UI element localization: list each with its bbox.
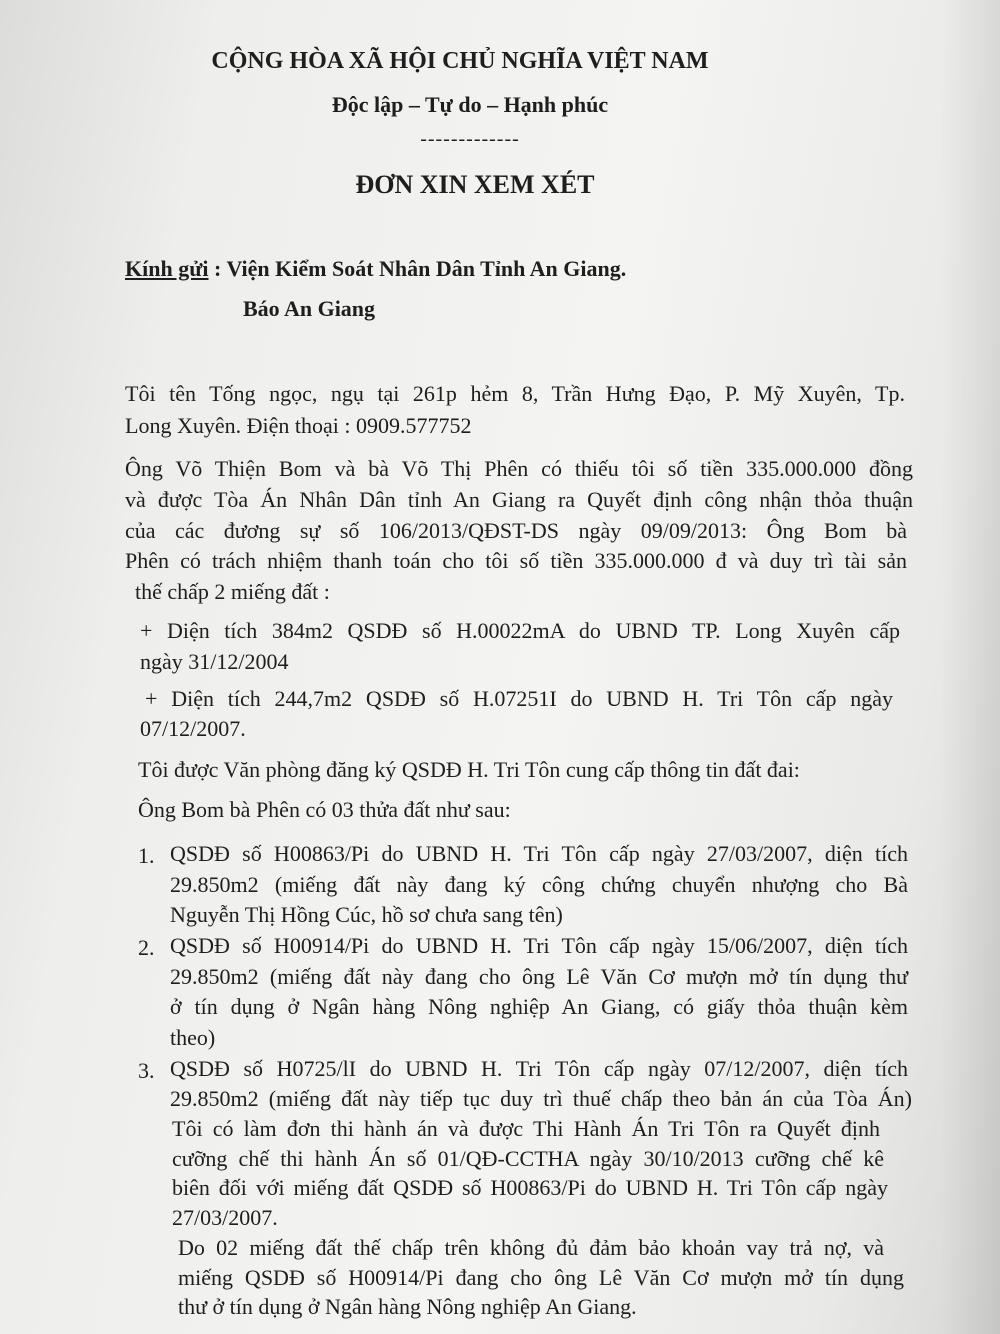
parcel-2-line-1: QSDĐ số H00914/Pi do UBND H. Tri Tôn cấp ngày 15/06/2007, diện tích	[170, 933, 908, 958]
recipient-name-1: Viện Kiểm Soát Nhân Dân Tỉnh An Giang.	[226, 256, 627, 281]
header-separator: -------------	[420, 128, 520, 150]
parcel-1-line-2: 29.850m2 (miếng đất này đang ký công chứng chuyển nhượng cho Bà	[170, 872, 908, 897]
recipient-line-1	[125, 256, 626, 282]
parcel-1-line-3: Nguyễn Thị Hồng Cúc, hồ sơ chưa sang tên)	[170, 902, 563, 927]
enforcement-line-4: 27/03/2007.	[172, 1205, 278, 1230]
recipient-colon: :	[208, 256, 227, 281]
collateral-2-line-1: + Diện tích 244,7m2 QSDĐ số H.07251I do UBND H. Tri Tôn cấp ngày	[145, 686, 893, 711]
recipient-name-2: Báo An Giang	[243, 296, 376, 321]
national-motto: Độc lập – Tự do – Hạnh phúc	[331, 92, 609, 117]
parcel-3-line-2: 29.850m2 (miếng đất này tiếp tục duy trì thuế chấp theo bản án của Tòa Án)	[170, 1086, 912, 1111]
intro-line-2: Long Xuyên. Điện thoại : 0909.577752	[125, 413, 472, 438]
recipient-label: Kính gửi	[125, 256, 209, 281]
parcel-2-number: 2.	[138, 935, 155, 960]
parcel-2-line-4: theo)	[170, 1025, 216, 1050]
enforcement-line-7: thư ở tín dụng ở Ngân hàng Nông nghiệp An Giang.	[178, 1294, 637, 1319]
enforcement-line-3: biên đối với miếng đất QSDĐ số H00863/Pi do UBND H. Tri Tôn cấp ngày	[172, 1175, 888, 1200]
parcel-1-line-1: QSDĐ số H00863/Pi do UBND H. Tri Tôn cấp ngày 27/03/2007, diện tích	[170, 841, 908, 866]
debt-line-4: Phên có trách nhiệm thanh toán cho tôi số tiền 335.000.000 đ và duy trì tài sản	[125, 548, 907, 573]
enforcement-line-5: Do 02 miếng đất thế chấp trên không đủ đảm bảo khoản vay trả nợ, và	[178, 1235, 884, 1260]
enforcement-line-6: miếng QSDĐ số H00914/Pi đang cho ông Lê Văn Cơ mượn mở tín dụng	[178, 1265, 904, 1290]
collateral-1-line-1: + Diện tích 384m2 QSDĐ số H.00022mA do UBND TP. Long Xuyên cấp	[140, 618, 900, 643]
info-line-2: Ông Bom bà Phên có 03 thửa đất như sau:	[138, 797, 511, 822]
paper-shadow	[940, 0, 1000, 1334]
enforcement-line-1: Tôi có làm đơn thi hành án và được Thi Hành Án Tri Tôn ra Quyết định	[172, 1116, 880, 1141]
debt-line-5: thế chấp 2 miếng đất :	[135, 579, 330, 604]
parcel-1-number: 1.	[138, 843, 155, 868]
debt-line-1: Ông Võ Thiện Bom và bà Võ Thị Phên có thiếu tôi số tiền 335.000.000 đồng	[125, 456, 913, 481]
document-title: ĐƠN XIN XEM XÉT	[355, 170, 595, 199]
debt-line-3: của các đương sự số 106/2013/QĐST-DS ngày 09/09/2013: Ông Bom bà	[125, 518, 907, 543]
parcel-2-line-3: ở tín dụng ở Ngân hàng Nông nghiệp An Giang, có giấy thỏa thuận kèm	[170, 994, 908, 1019]
enforcement-line-2: cưỡng chế thi hành Án số 01/QĐ-CCTHA ngày 30/10/2013 cưỡng chế kê	[172, 1146, 884, 1171]
national-title: CỘNG HÒA XÃ HỘI CHỦ NGHĨA VIỆT NAM	[211, 48, 709, 74]
parcel-3-line-1: QSDĐ số H0725/lI do UBND H. Tri Tôn cấp ngày 07/12/2007, diện tích	[170, 1056, 908, 1081]
debt-line-2: và được Tòa Án Nhân Dân tỉnh An Giang ra Quyết định công nhận thỏa thuận	[125, 487, 913, 512]
collateral-1-line-2: ngày 31/12/2004	[140, 649, 289, 674]
parcel-3-number: 3.	[138, 1058, 155, 1083]
collateral-2-line-2: 07/12/2007.	[140, 716, 246, 741]
info-line-1: Tôi được Văn phòng đăng ký QSDĐ H. Tri Tôn cung cấp thông tin đất đai:	[138, 757, 800, 782]
parcel-2-line-2: 29.850m2 (miếng đất này đang cho ông Lê Văn Cơ mượn mở tín dụng thư	[170, 964, 908, 989]
intro-line-1: Tôi tên Tống ngọc, ngụ tại 261p hẻm 8, Trần Hưng Đạo, P. Mỹ Xuyên, Tp.	[125, 381, 905, 406]
